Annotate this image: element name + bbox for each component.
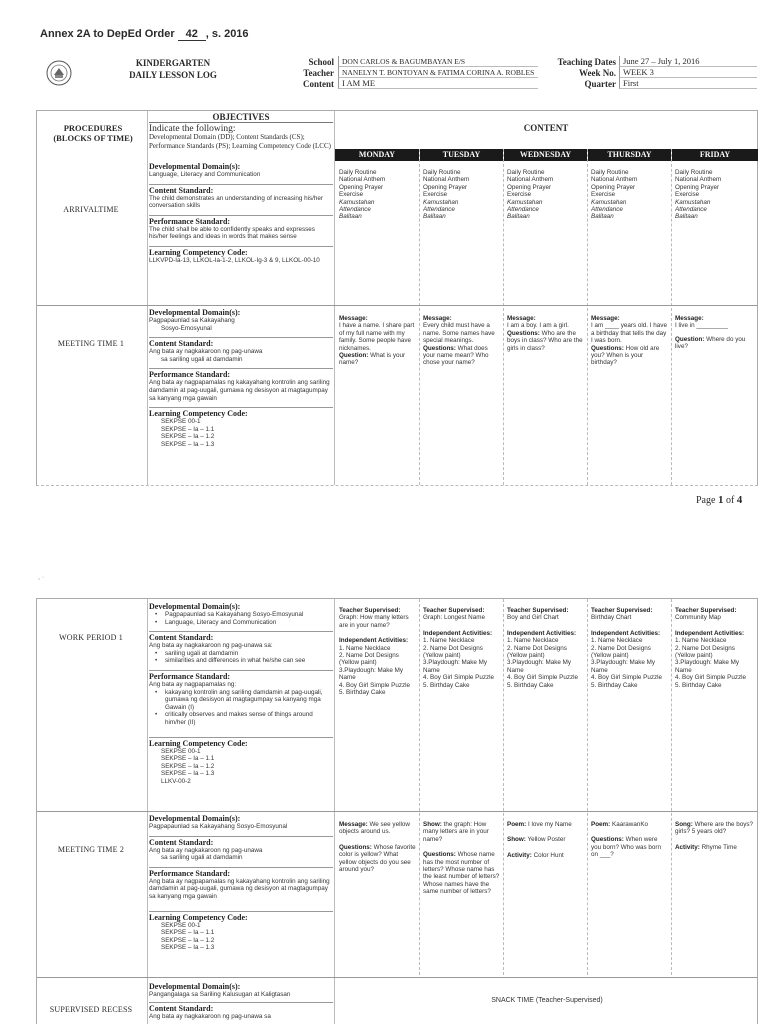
procedure-supervised-recess: SUPERVISED RECESS [49,1005,133,1014]
objectives-title: OBJECTIVES [149,113,333,123]
performance-standard-value: The child shall be able to confidently speaks and expresses his/her feelings and ideas in words that makes sense [149,225,315,241]
meeting1-friday: Message: I live in _________ Question: Where do you live? [675,315,746,351]
procedure-meeting-time-1: MEETING TIME 1 [57,339,125,348]
lcc-label: Learning Competency Code: [149,911,333,922]
content-value: I AM ME [338,78,538,89]
meeting1-objectives: Developmental Domain(s): Pagpapaunlad sa Kakayahang Sosyo-Emosyunal Content Standard: Ang bata ay nagkakaroon ng pag-unawa sa sariling ugali at damdamin Performance Standard: Ang bata ay nagpapamalas ng kakayahang kontrolin ang sariling damdamin at pag-uugali, gumawa ng desisyon at magtagumpay sa kanyang mga gawain Learning Competency Code: SEKPSE 00-1 SEKPSE – Ia – 1.1 SEKPSE – Ia – 1.2 SEKPSE – Ia – 1.3 [149,307,333,454]
dev-domain-label: Developmental Domain(s): [149,162,241,171]
teaching-dates-value: June 27 – July 1, 2016 [619,56,757,67]
page-number: Page 1 of 4 [696,494,743,506]
objectives-description: Developmental Domain (DD); Content Standards (CS); Performance Standards (PS); Learning Competency Code (LCC) [149,133,331,150]
dev-domain-value: Pagpapaunlad sa Kakayahang [149,317,235,324]
quarter-value: First [619,78,757,89]
title-daily-lesson-log: DAILY LESSON LOG [129,70,217,80]
content-standard-value: Ang bata ay nagkakaroon ng pag-unawa sa: [149,642,273,650]
dev-domain-value-2: Sosyo-Emosyunal [161,324,212,332]
school-label: School [308,57,334,67]
content-standard-label: Content Standard: [149,1002,333,1013]
week-no-label: Week No. [579,68,616,78]
dev-domain-label: Developmental Domain(s): [149,814,241,823]
work1-friday: Teacher Supervised: Community Map Independent Activities: 1. Name Necklace 2. Name Dot Designs (Yellow paint) 3.Playdough: Make My Name 4. Boy Girl Simple Puzzle 5. Birthday Cake [675,607,747,689]
performance-standard-value: Ang bata ay nagpapamalas ng: [149,680,237,688]
annex-title [40,28,249,41]
day-header-friday: FRIDAY [672,149,758,161]
content-standard-label: Content Standard: [149,631,333,642]
procedure-work-period-1: WORK PERIOD 1 [59,633,123,642]
dev-domain-value: Pagpapaunlad sa Kakayahang Sosyo-Emosyunal [149,823,288,830]
content-standard-value-2: sa sariling ugali at damdamin [161,854,243,862]
log-title [98,57,248,81]
content-standard-label: Content Standard: [149,184,333,195]
content-standard-label: Content Standard: [149,337,333,348]
performance-standard-label: Performance Standard: [149,368,333,379]
performance-standard-label: Performance Standard: [149,670,333,681]
snack-time-note: SNACK TIME (Teacher-Supervised) [491,997,603,1004]
procedure-meeting-time-2: MEETING TIME 2 [57,845,125,854]
performance-standard-value: Ang bata ay nagpapamalas ng kakayahang kontrolin ang sariling damdamin at pag-uugali, gumawa ng desisyon at magtagumpay sa kanyang mga gawain [149,379,330,402]
meeting2-objectives: Developmental Domain(s): Pagpapaunlad sa Kakayahang Sosyo-Emosyunal Content Standard: Ang bata ay nagkakaroon ng pag-unawa sa sariling ugali at damdamin Performance Standard: Ang bata ay nagpapamalas ng kakayahang kontrolin ang sariling damdamin at pag-uugali, gumawa ng desisyon at magtagumpay sa kanyang mga gawain Learning Competency Code: SEKPSE 00-1 SEKPSE – Ia – 1.1 SEKPSE – Ia – 1.2 SEKPSE – Ia – 1.3 [149,813,333,957]
meeting2-tuesday: Show: the graph: How many letters are in your name? Questions: Whose name has the most number of letters? Whose name has the least number of letters? Whose names have the same number of letters? [423,821,500,896]
dev-domain-label: Developmental Domain(s): [149,602,241,611]
title-kindergarten: KINDERGARTEN [135,58,211,68]
day-header-monday: MONDAY [335,149,419,161]
meeting2-wednesday: Poem: I love my Name Show: Yellow Poster Activity: Color Hunt [507,821,572,859]
day-header-wednesday: WEDNESDAY [504,149,587,161]
lesson-table-page-1 [36,110,758,486]
arrival-friday: Daily Routine National Anthem Opening Prayer Exercise Kamustahan Attendance Balitaan [675,169,722,221]
lcc-label: Learning Competency Code: [149,246,333,257]
performance-standard-value: Ang bata ay nagpapamalas ng kakayahang kontrolin ang sariling damdamin at pag-uugali, gumawa ng desisyon at magtagumpay sa kanyang mga gawain [149,877,330,900]
teaching-dates-label: Teaching Dates [557,57,616,67]
meeting2-thursday: Poem: KaarawanKo Questions: When were you born? Who was born on ___? [591,821,662,859]
meeting2-friday: Song: Where are the boys? girls? 5 years old? Activity: Rhyme Time [675,821,754,851]
meeting1-tuesday: Message: Every child must have a name. Some names have special meanings. Questions: What does your name mean? Who chose your name? [423,315,495,367]
annex-suffix: , s. 2016 [205,28,249,40]
teacher-label: Teacher [303,68,334,78]
content-standard-value: Ang bata ay nagkakaroon ng pag-unawa sa [149,1012,271,1020]
dev-domain-value: Language, Literacy and Communication [149,171,261,178]
performance-standard-label: Performance Standard: [149,215,333,226]
lcc-label: Learning Competency Code: [149,737,333,748]
arrival-wednesday: Daily Routine National Anthem Opening Prayer Exercise Kamustahan Attendance Balitaan [507,169,554,221]
recess-objectives [149,981,333,1024]
lcc-label: Learning Competency Code: [149,407,333,418]
content-standard-value: Ang bata ay nagkakaroon ng pag-unawa [149,846,263,854]
deped-seal-icon [46,60,72,86]
annex-prefix: Annex 2A to DepEd Order [40,28,175,40]
day-header-thursday: THURSDAY [588,149,671,161]
quarter-label: Quarter [584,79,616,89]
meeting1-thursday: Message: I am ____ years old. I have a birthday that tells the day I was born. Questions: How old are you? When is your birthday? [591,315,667,367]
lesson-log-header [36,56,758,90]
performance-standard-label: Performance Standard: [149,867,333,878]
content-standard-value: The child demonstrates an understanding of increasing his/her conversation skills [149,194,323,210]
meeting1-monday: Message: I have a name. I share part of my full name with my family. Some people have nicknames. Question: What is your name? [339,315,415,367]
meeting1-wednesday: Message: I am a boy. I am a girl. Questions: Who are the boys in class? Who are the girls in class? [507,315,583,352]
lcc-value: LLKVPD-Ia-13, LLKOL-Ia-1-2, LLKOL-Ig-3 & 9, LLKOL-00-10 [149,256,320,264]
arrival-tuesday: Daily Routine National Anthem Opening Prayer Exercise Kamustahan Attendance Balitaan [423,169,470,221]
school-value: DON CARLOS & BAGUMBAYAN E/S [338,56,538,67]
blocks-of-time-label: (BLOCKS OF TIME) [53,133,133,143]
arrival-monday: Daily Routine National Anthem Opening Prayer Exercise Kamustahan Attendance Balitaan [339,169,386,221]
work1-objectives: Developmental Domain(s): • Pagpapaunlad sa Kakayahang Sosyo-Emosyunal • Language, Literacy and Communication Content Standard: Ang bata ay nagkakaroon ng pag-unawa sa: • sariling ugali at damdamin • similarities and differences in what he/she can see Performance Standard: Ang bata ay nagpapamalas ng: • kakayang kontrolin ang sariling damdamin at pag-uugali, gumawa ng desisyon at magtagumpay sa kanyang mga Gawain (I) • critically observes and makes sense of things around him/her (II) Learning Competency Code: SEKPSE 00-1 SEKPSE – Ia – 1.1 SEKPSE – Ia – 1.2 SEKPSE – Ia – 1.3 LLKV-00-2 [149,601,333,791]
procedures-header [41,123,145,143]
procedure-arrival-time: ARRIVALTIME [63,205,119,214]
work1-wednesday: Teacher Supervised: Boy and Girl Chart Independent Activities: 1. Name Necklace 2. Name Dot Designs (Yellow paint) 3.Playdough: Make My Name 4. Boy Girl Simple Puzzle 5. Birthday Cake [507,607,579,689]
work1-tuesday: Teacher Supervised: Graph: Longest Name Independent Activities: 1. Name Necklace 2. Name Dot Designs (Yellow paint) 3.Playdough: Make My Name 4. Boy Girl Simple Puzzle 5. Birthday Cake [423,607,495,689]
arrival-objectives [149,161,333,270]
day-header-tuesday: TUESDAY [420,149,503,161]
work1-thursday: Teacher Supervised: Birthday Chart Independent Activities: 1. Name Necklace 2. Name Dot Designs (Yellow paint) 3.Playdough: Make My Name 4. Boy Girl Simple Puzzle 5. Birthday Cake [591,607,663,689]
objectives-subtitle: Indicate the following: [149,123,236,134]
content-standard-label: Content Standard: [149,836,333,847]
teacher-value: NANELYN T. BONTOYAN & FATIMA CORINA A. ROBLES [338,67,538,78]
meeting2-monday: Message: We see yellow objects around us. Questions: Whose favorite color is yellow? What yellow objects do you see around you? [339,821,416,874]
work1-monday: Teacher Supervised: Graph: How many letters are in your name? Independent Activities: 1. Name Necklace 2. Name Dot Designs (Yellow paint) 3.Playdough: Make My Name 4. Boy Girl Simple Puzzle 5. Birthday Cake [339,607,411,697]
procedures-label: PROCEDURES [63,123,123,133]
objectives-header [149,113,333,150]
content-header: CONTENT [523,123,569,133]
arrival-thursday: Daily Routine National Anthem Opening Prayer Exercise Kamustahan Attendance Balitaan [591,169,638,221]
lesson-table-page-2 [36,598,758,1024]
week-no-value: WEEK 3 [619,67,757,78]
dev-domain-label: Developmental Domain(s): [149,982,241,991]
content-label: Content [303,79,334,89]
scan-mark: , · [38,574,45,581]
content-standard-value-2: sa sariling ugali at damdamin [161,355,243,363]
annex-number: 42 [178,28,206,41]
content-standard-value: Ang bata ay nagkakaroon ng pag-unawa [149,348,263,356]
dev-domain-label: Developmental Domain(s): [149,308,241,317]
dev-domain-value: Pangangalaga sa Sariling Kalusugan at Kaligtasan [149,991,291,998]
